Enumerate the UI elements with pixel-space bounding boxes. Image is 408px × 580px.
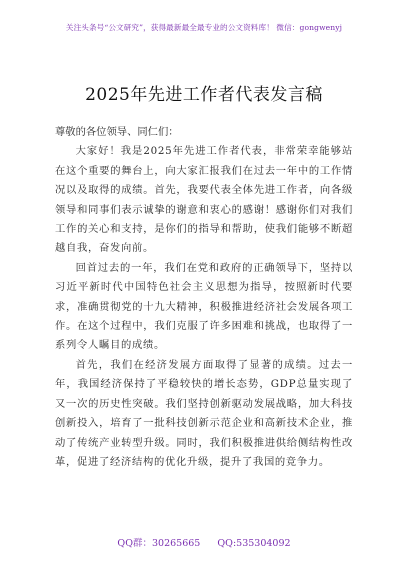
salutation: 尊敬的各位领导、同仁们： [55,126,179,138]
qq-contact-label: QQ:535304092 [217,538,291,549]
qq-group-label: QQ群：30265665 [117,538,201,549]
document-title: 2025年先进工作者代表发言稿 [85,85,323,105]
footer-contacts [0,535,408,549]
paragraph-3: 首先，我们在经济发展方面取得了显著的成绩。过去一年，我国经济保持了平稳较快的增长态势，GDP总量实现了又一次的历史性突破。我们坚持创新驱动发展战略，加大科技创新投入，培育了一批科技创新示范企业和高新技术企业，推动了传统产业转型升级。同时，我们积极推进供给侧结构性改革，促进了经济结构的优化升级，提升了我国的竞争力。 [55,358,353,468]
paragraph-1: 大家好！我是2025年先进工作者代表，非常荣幸能够站在这个重要的舞台上，向大家汇报我们在过去一年中的工作情况以及取得的成绩。首先，我要代表全体先进工作者，向各级领导和同事们表示诚挚的谢意和衷心的感谢！感谢你们对我们工作的关心和支持，是你们的指导和帮助，使我们能够不断超越自我，奋发向前。 [55,145,353,255]
header-banner: 关注头条号“公文研究”，获得最新最全最专业的公文资料库！ 微信：gongwenyj [65,23,343,32]
document-body [55,123,353,472]
paragraph-2: 回首过去的一年，我们在党和政府的正确领导下，坚持以习近平新时代中国特色社会主义思想为指导，按照新时代要求，准确贯彻党的十九大精神，积极推进经济社会发展各项工作。在这个过程中，我们克服了许多困难和挑战，也取得了一系列令人瞩目的成绩。 [55,261,353,352]
